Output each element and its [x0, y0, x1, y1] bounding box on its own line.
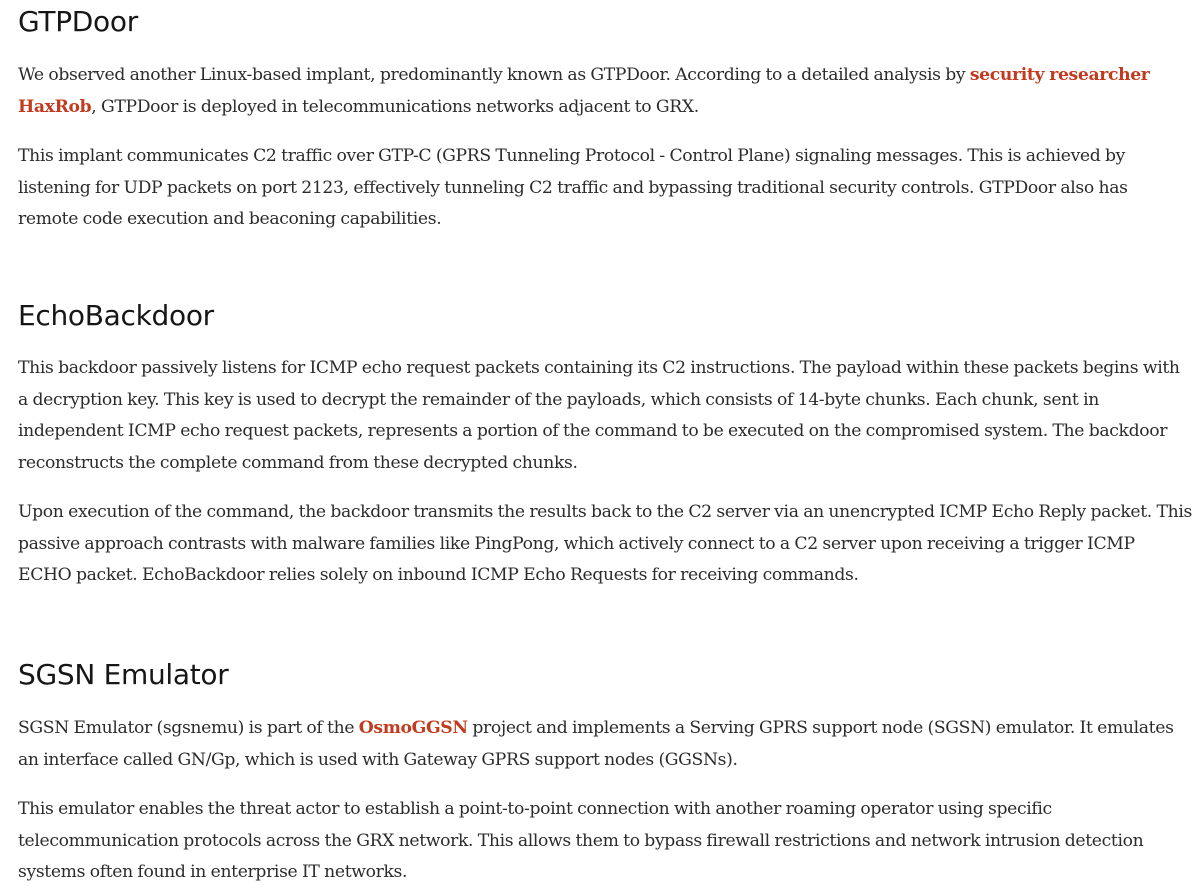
- paragraph: This backdoor passively listens for ICMP echo request packets containing its C2 instructions. The payload within these packets begins with a decryption key. This key is used to decrypt the remainder of the payloads, which consists of 14-byte chunks. Each chunk, sent in independent ICMP echo request packets, represents a portion of the command to be executed on the compromised system. The backdoor reconstructs the complete command from these decrypted chunks.: [18, 358, 1180, 473]
- section-sgsn-emulator: [18, 657, 1192, 889]
- section-echobackdoor: [18, 298, 1192, 592]
- paragraph: This emulator enables the threat actor to establish a point-to-point connection with another roaming operator using specific telecommunication protocols across the GRX network. This allows them to bypass firewall restrictions and network intrusion detection systems often found in enterprise IT networks.: [18, 799, 1144, 882]
- paragraph: [18, 60, 1192, 123]
- section-gtpdoor: [18, 4, 1192, 236]
- paragraph-text: project and implements a Serving GPRS support node (SGSN) emulator. It emulates an interface called GN/Gp, which is used with Gateway GPRS support nodes (GGSNs).: [18, 718, 1174, 770]
- paragraph-text: , GTPDoor is deployed in telecommunications networks adjacent to GRX.: [91, 96, 699, 117]
- section-heading: EchoBackdoor: [18, 299, 214, 332]
- paragraph: Upon execution of the command, the backdoor transmits the results back to the C2 server via an unencrypted ICMP Echo Reply packet. This passive approach contrasts with malware families like PingPong, which actively connect to a C2 server upon receiving a trigger ICMP ECHO packet. EchoBackdoor relies solely on inbound ICMP Echo Requests for receiving commands.: [18, 502, 1192, 585]
- paragraph-text: SGSN Emulator (sgsnemu) is part of the: [18, 718, 359, 738]
- security-researcher-haxrob-link[interactable]: security researcher HaxRob: [18, 65, 1150, 117]
- paragraph: [18, 713, 1192, 776]
- osmoggsn-link[interactable]: OsmoGGSN: [358, 718, 468, 738]
- section-heading: SGSN Emulator: [18, 658, 229, 691]
- paragraph: This implant communicates C2 traffic over GTP-C (GPRS Tunneling Protocol - Control Plane) signaling messages. This is achieved by listening for UDP packets on port 2123, effectively tunneling C2 traffic and bypassing traditional security controls. GTPDoor also has remote code execution and beaconing capabilities.: [18, 146, 1128, 229]
- paragraph-text: We observed another Linux-based implant, predominantly known as GTPDoor. According to a detailed analysis by: [18, 65, 970, 85]
- section-heading: GTPDoor: [18, 5, 138, 38]
- article-body: [18, 0, 1192, 882]
